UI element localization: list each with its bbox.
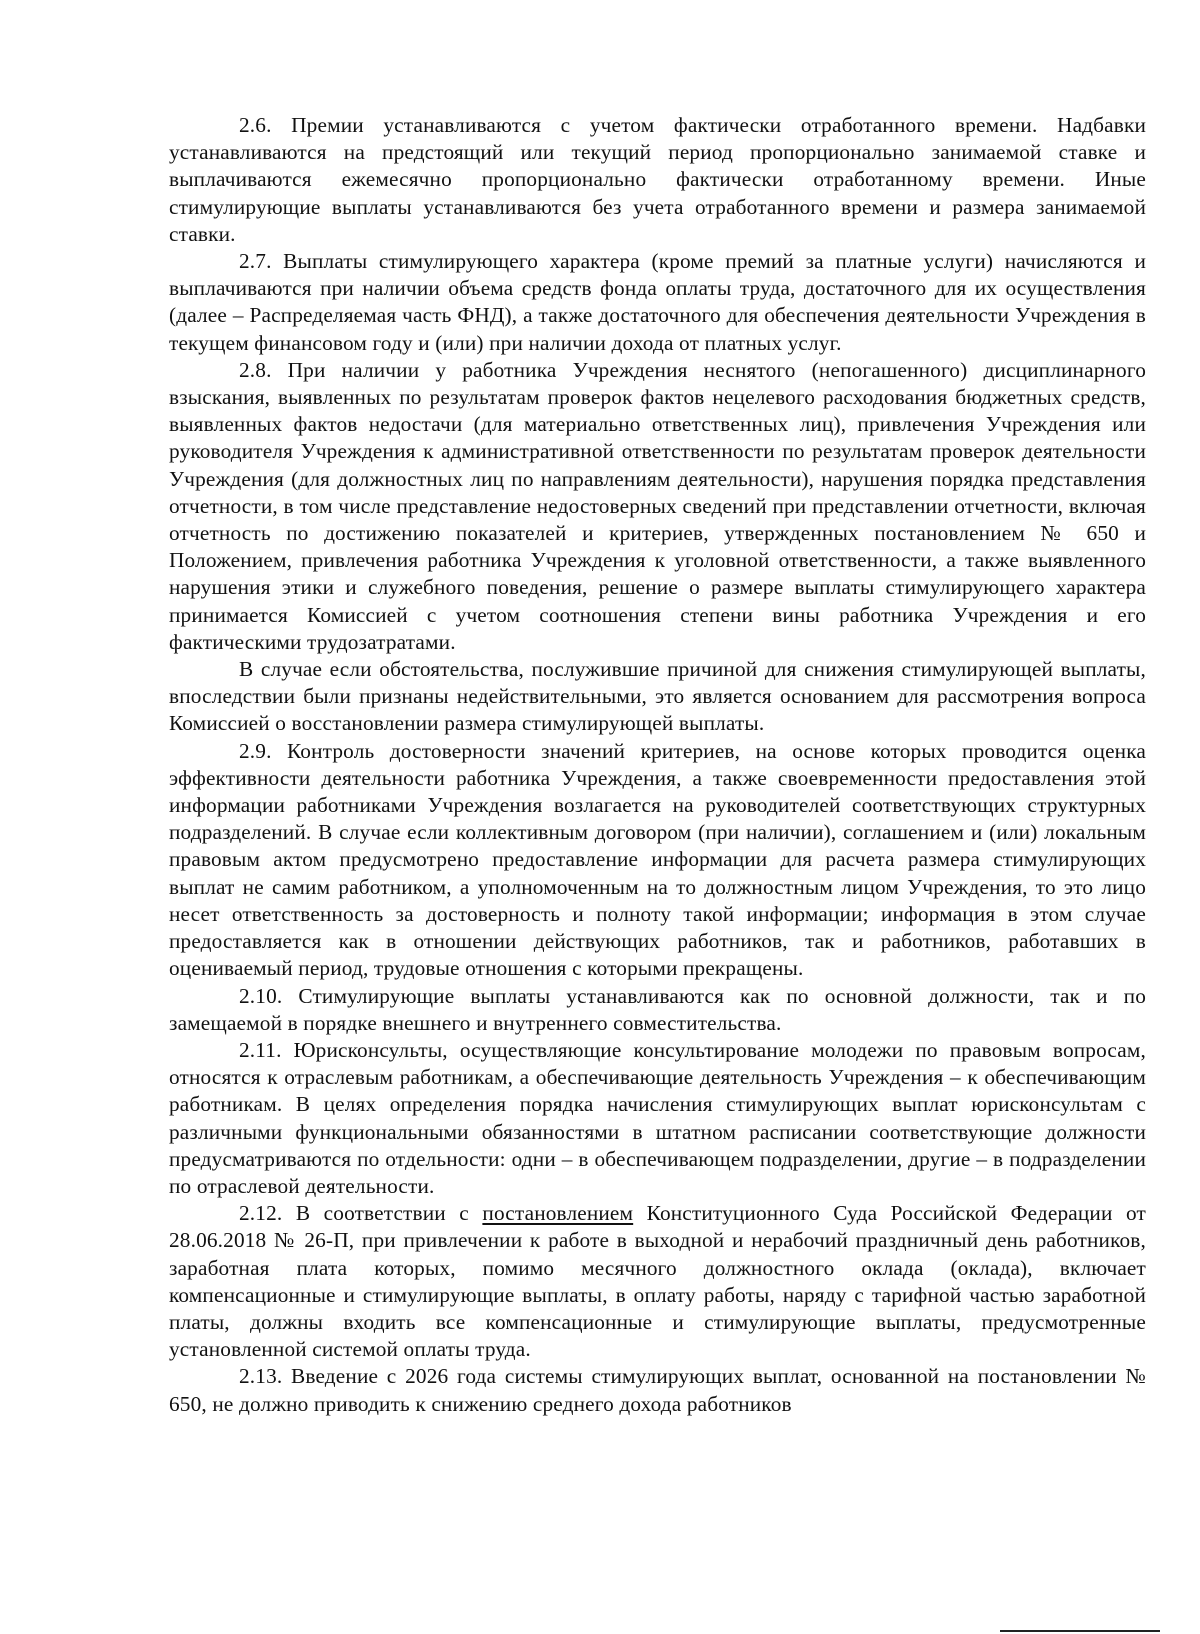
paragraph-2-13: 2.13. Введение с 2026 года системы стимулирующих выплат, основанной на постановлении № 650, не должно приводить к снижению среднего дохода работников <box>169 1364 1146 1416</box>
paragraph-2-6: 2.6. Премии устанавливаются с учетом фактически отработанного времени. Надбавки устанавливаются на предстоящий или текущий период пропорционально занимаемой ставке и выплачиваются ежемесячно пропорционально фактически отработанному времени. Иные стимулирующие выплаты устанавливаются без учета отработанного времени и размера занимаемой ставки. <box>169 113 1146 246</box>
paragraph-2-12-lead: 2.12. В соответствии с <box>239 1201 483 1226</box>
paragraph-2-8-continuation: В случае если обстоятельства, послужившие причиной для снижения стимулирующей выплаты, впоследствии были признаны недействительными, это является основанием для рассмотрения вопроса Комиссией о восстановлении размера стимулирующей выплаты. <box>169 657 1146 736</box>
paragraph-2-9: 2.9. Контроль достоверности значений критериев, на основе которых проводится оценка эффективности деятельности работника Учреждения, а также своевременности предоставления этой информации работниками Учреждения возлагается на руководителей соответствующих структурных подразделений. В случае если коллективным договором (при наличии), соглашением и (или) локальным правовым актом предусмотрено предоставление информации для расчета размера стимулирующих выплат не самим работником, а уполномоченным на то должностным лицом Учреждения, то это лицо несет ответственность за достоверность и полноту такой информации; информация в этом случае предоставляется как в отношении действующих работников, так и работников, работавших в оцениваемый период, трудовые отношения с которыми прекращены. <box>169 738 1146 981</box>
resolution-link[interactable]: постановлением <box>482 1201 634 1226</box>
document-page <box>169 112 1146 1418</box>
paragraph-2-10: 2.10. Стимулирующие выплаты устанавливаются как по основной должности, так и по замещаемой в порядке внешнего и внутреннего совместительства. <box>169 983 1146 1035</box>
footer-rule <box>1000 1630 1160 1632</box>
paragraph-2-7: 2.7. Выплаты стимулирующего характера (кроме премий за платные услуги) начисляются и выплачиваются при наличии объема средств фонда оплаты труда, достаточного для их осуществления (далее – Распределяемая часть ФНД), а также достаточного для обеспечения деятельности Учреждения в текущем финансовом году и (или) при наличии дохода от платных услуг. <box>169 249 1146 355</box>
paragraph-2-8: 2.8. При наличии у работника Учреждения неснятого (непогашенного) дисциплинарного взыскания, выявленных по результатам проверок фактов нецелевого расходования бюджетных средств, выявленных фактов недостачи (для материально ответственных лиц), привлечения Учреждения или руководителя Учреждения к административной ответственности по результатам проверок деятельности Учреждения (для должностных лиц по направлениям деятельности), нарушения порядка представления отчетности, в том числе представление недостоверных сведений при представлении отчетности, включая отчетность по достижению показателей и критериев, утвержденных постановлением № 650 и Положением, привлечения работника Учреждения к уголовной ответственности, а также выявленного нарушения этики и служебного поведения, решение о размере выплаты стимулирующего характера принимается Комиссией с учетом соотношения степени вины работника Учреждения и его фактическими трудозатратами. <box>169 357 1146 654</box>
paragraph-2-12-body: Конституционного Суда Российской Федерации от 28.06.2018 № 26-П, при привлечении к работе в выходной и нерабочий праздничный день работников, заработная плата которых, помимо месячного должностного оклада (оклада), включает компенсационные и стимулирующие выплаты, в оплату работы, наряду с тарифной частью заработной платы, должны входить все компенсационные и стимулирующие выплаты, предусмотренные установленной системой оплаты труда. <box>169 1201 1146 1362</box>
paragraph-2-11: 2.11. Юрисконсульты, осуществляющие консультирование молодежи по правовым вопросам, относятся к отраслевым работникам, а обеспечивающие деятельность Учреждения – к обеспечивающим работникам. В целях определения порядка начисления стимулирующих выплат юрисконсультам с различными функциональными обязанностями в штатном расписании соответствующие должности предусматриваются по отдельности: одни – в обеспечивающем подразделении, другие – в подразделении по отраслевой деятельности. <box>169 1037 1146 1198</box>
paragraph-2-12 <box>169 1200 1146 1363</box>
